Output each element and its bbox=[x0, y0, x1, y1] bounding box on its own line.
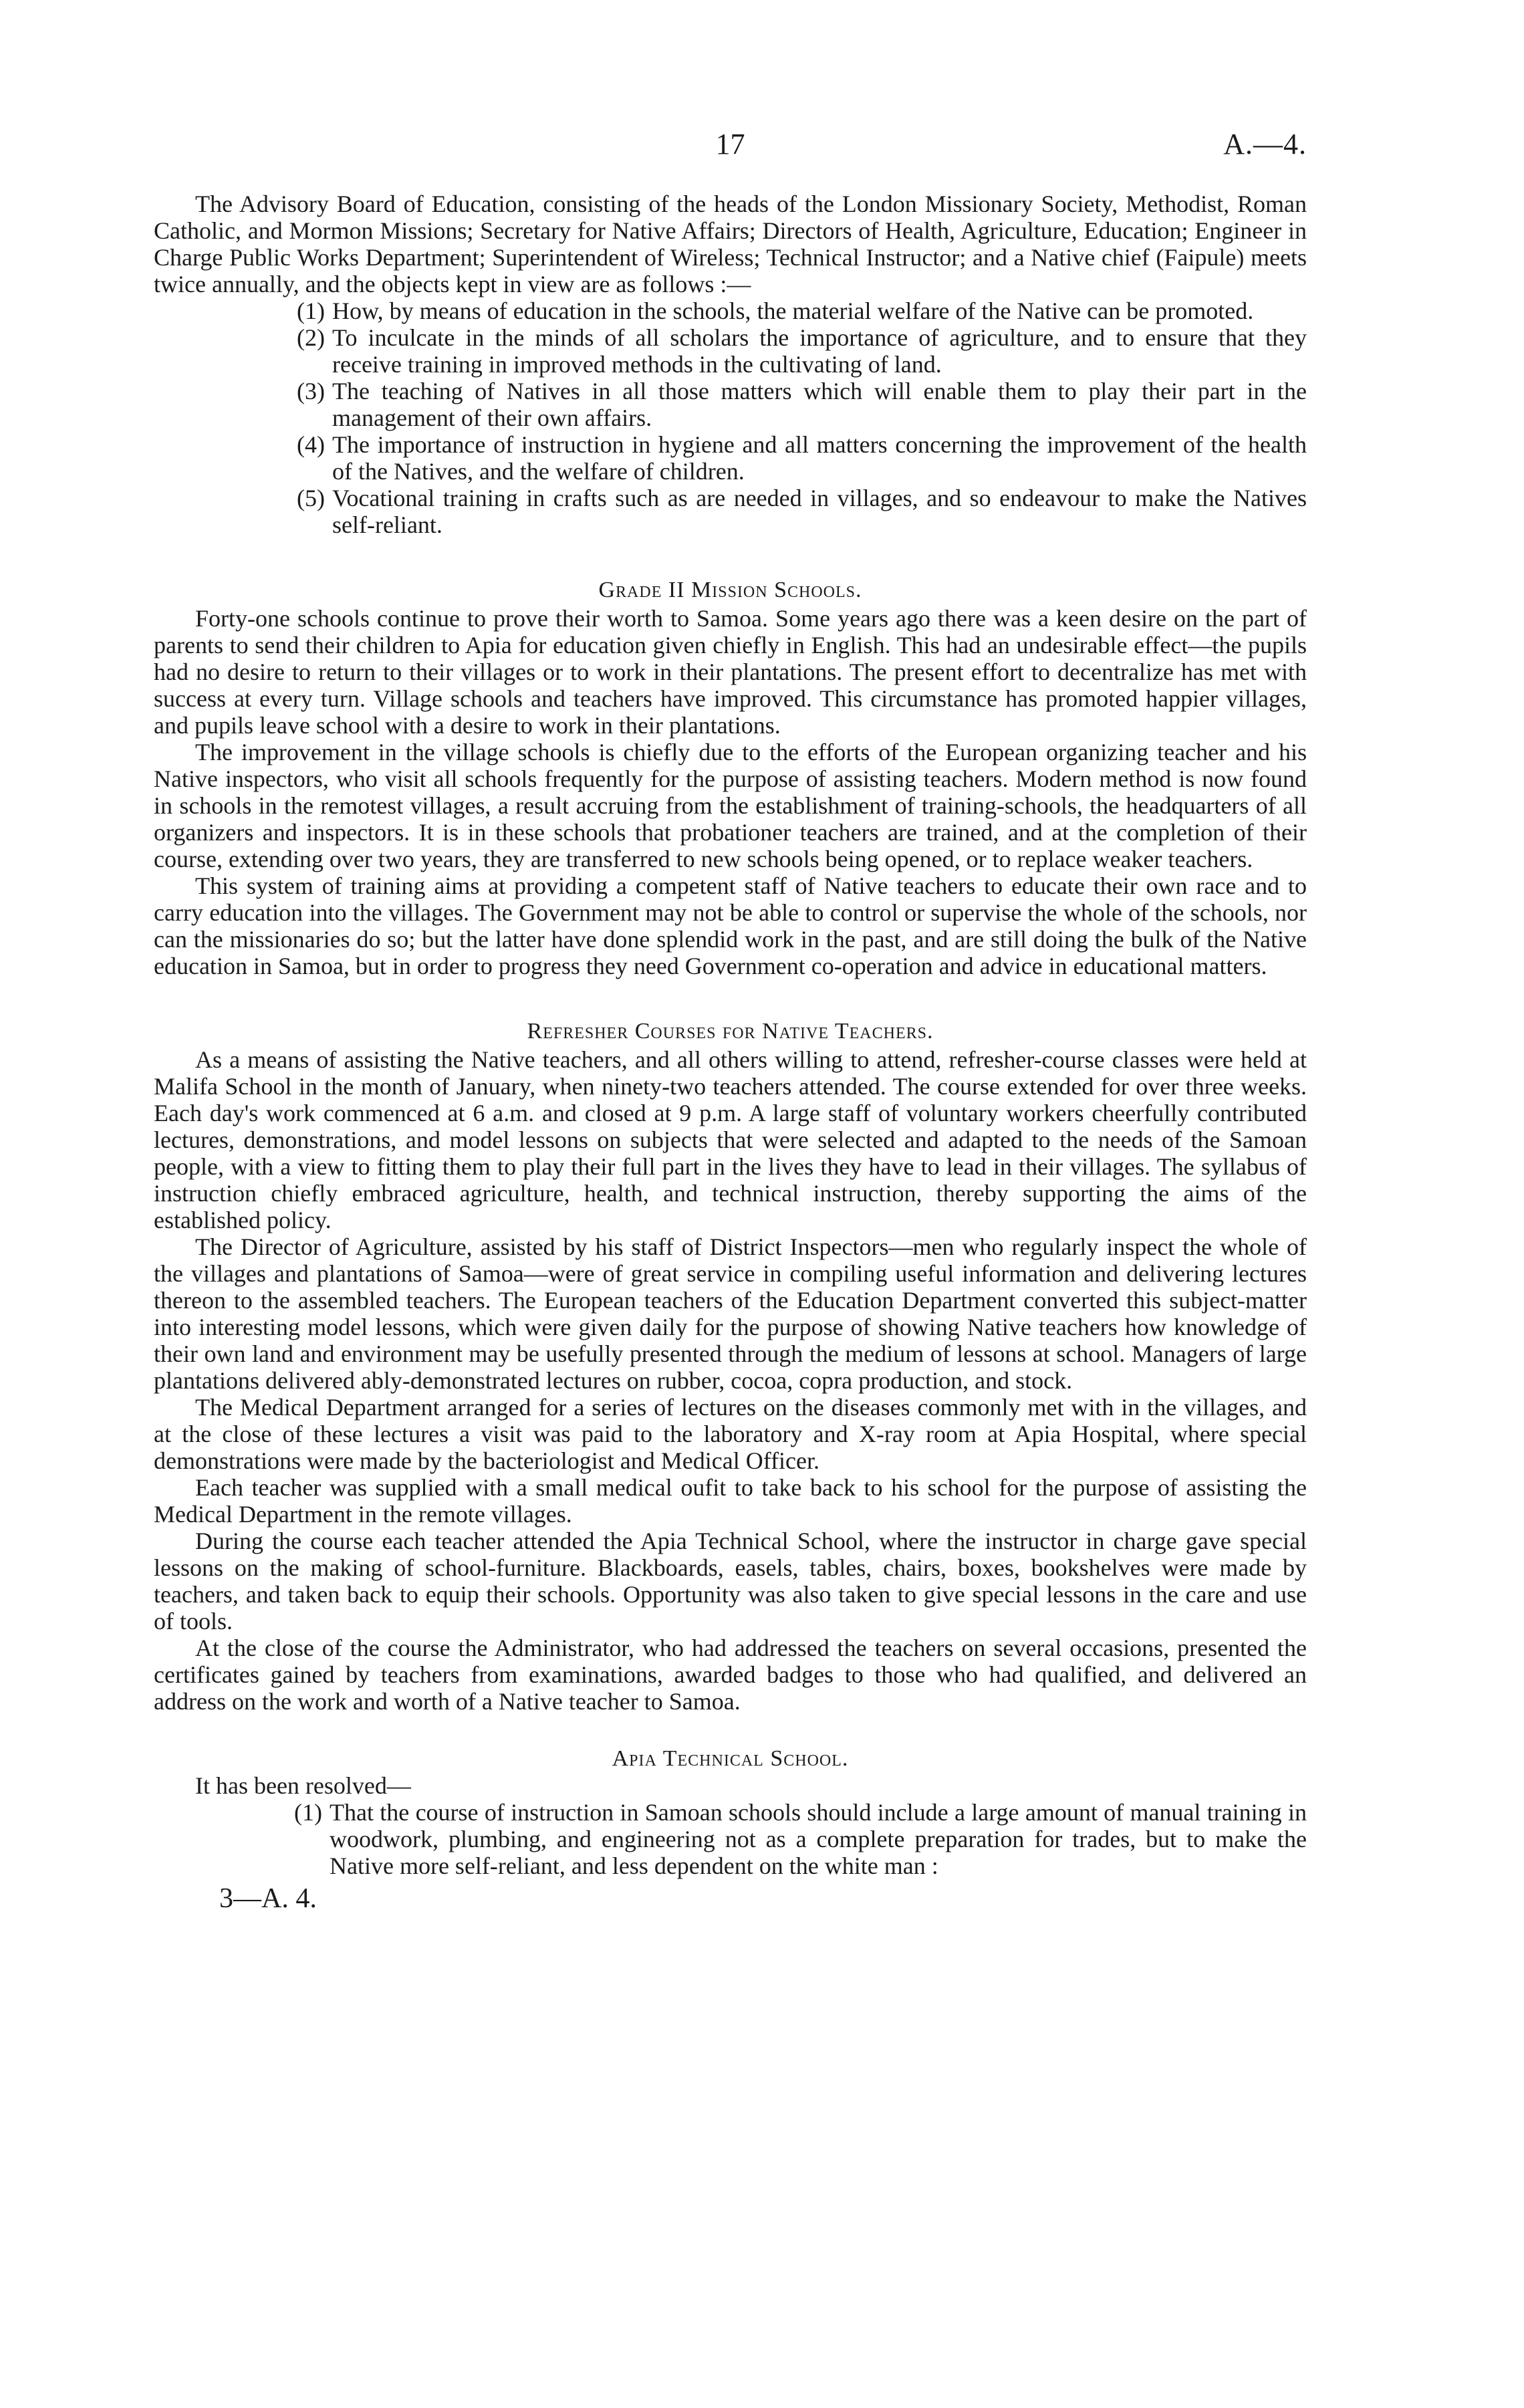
section-heading-grade-two: Grade II Mission Schools. bbox=[598, 578, 862, 602]
page-header bbox=[154, 127, 1307, 167]
advisory-objects-list bbox=[154, 297, 1307, 538]
grade-two-paragraph-1: Forty-one schools continue to prove their worth to Samoa. Some years ago there was a keen desire on the part of parents to send their children to Apia for education given chiefly in English. This had an undesirable effect—the pupils had no desire to return to their villages or to work in their plantations. The present effort to decentralize has met with success at every turn. Village schools and teachers have improved. This circumstance has promoted happier villages, and pupils leave school with a desire to work in their plantations. bbox=[154, 605, 1307, 739]
resolution-list bbox=[154, 1799, 1307, 1879]
grade-two-paragraph-3: This system of training aims at providing a competent staff of Native teachers to educate their own race and to carry education into the villages. The Government may not be able to control or supervise the whole of the schools, nor can the missionaries do so; but the latter have done splendid work in the past, and are still doing the bulk of the Native education in Samoa, but in order to progress they need Government co-operation and advice in educational matters. bbox=[154, 872, 1307, 979]
list-item: (4) The importance of instruction in hygiene and all matters concerning the improvement of the health of the Natives, and the welfare of children. bbox=[297, 431, 1307, 485]
refresher-paragraph-2: The Director of Agriculture, assisted by his staff of District Inspectors—men who regularly inspect the whole of the villages and plantations of Samoa—were of great service in compiling useful information and delivering lectures thereon to the assembled teachers. The European teachers of the Education Department converted this subject-matter into interesting model lessons, which were given daily for the purpose of showing Native teachers how knowledge of their own land and environment may be usefully presented through the medium of lessons at school. Managers of large plantations delivered ably-demonstrated lectures on rubber, cocoa, copra production, and stock. bbox=[154, 1233, 1307, 1394]
refresher-paragraph-6: At the close of the course the Administrator, who had addressed the teachers on several occasions, presented the certificates gained by teachers from examinations, awarded badges to those who had qualified, and delivered an address on the work and worth of a Native teacher to Samoa. bbox=[154, 1635, 1307, 1715]
resolved-line: It has been resolved— bbox=[195, 1772, 411, 1799]
section-heading-apia-technical: Apia Technical School. bbox=[612, 1746, 849, 1771]
grade-two-paragraph-2: The improvement in the village schools is chiefly due to the efforts of the European organizing teacher and his Native inspectors, who visit all schools frequently for the purpose of assisting teachers. Modern method is now found in schools in the remotest villages, a result accruing from the establishment of training-schools, the headquarters of all organizers and inspectors. It is in these schools that probationer teachers are trained, and at the completion of their course, extending over two years, they are transferred to new schools being opened, or to replace weaker teachers. bbox=[154, 739, 1307, 872]
advisory-intro-paragraph: The Advisory Board of Education, consisting of the heads of the London Missionary Society, Methodist, Roman Catholic, and Mormon Missions; Secretary for Native Affairs; Directors of Health, Agriculture, Education; Engineer in Charge Public Works Department; Superintendent of Wireless; Technical Instructor; and a Native chief (Faipule) meets twice annually, and the objects kept in view are as follows :— bbox=[154, 191, 1307, 297]
footer-signature: 3—A. 4. bbox=[219, 1883, 317, 1914]
report-code: A.—4. bbox=[1223, 128, 1307, 160]
section-heading-refresher: Refresher Courses for Native Teachers. bbox=[527, 1019, 934, 1044]
page-number: 17 bbox=[715, 128, 745, 160]
refresher-paragraph-5: During the course each teacher attended the Apia Technical School, where the instructor in charge gave special lessons on the making of school-furniture. Blackboards, easels, tables, chairs, boxes, bookshelves were made by teachers, and taken back to equip their schools. Opportunity was also taken to give special lessons in the care and use of tools. bbox=[154, 1528, 1307, 1635]
refresher-paragraph-4: Each teacher was supplied with a small medical oufit to take back to his school for the purpose of assisting the Medical Department in the remote villages. bbox=[154, 1474, 1307, 1528]
list-item: (1) How, by means of education in the schools, the material welfare of the Native can be promoted. bbox=[297, 297, 1254, 324]
document-body bbox=[154, 191, 1307, 1915]
list-item: (2) To inculcate in the minds of all scholars the importance of agriculture, and to ensure that they receive training in improved methods in the cultivating of land. bbox=[297, 324, 1307, 378]
refresher-paragraph-1: As a means of assisting the Native teachers, and all others willing to attend, refresher-course classes were held at Malifa School in the month of January, when ninety-two teachers attended. The course extended for over three weeks. Each day's work commenced at 6 a.m. and closed at 9 p.m. A large staff of voluntary workers cheerfully contributed lectures, demonstrations, and model lessons on subjects that were selected and adapted to the needs of the Samoan people, with a view to fitting them to play their full part in the lives they have to lead in their villages. The syllabus of instruction chiefly embraced agriculture, health, and technical instruction, thereby supporting the aims of the established policy. bbox=[154, 1046, 1307, 1233]
list-item: (5) Vocational training in crafts such as are needed in villages, and so endeavour to make the Natives self-reliant. bbox=[297, 485, 1307, 538]
refresher-paragraph-3: The Medical Department arranged for a series of lectures on the diseases commonly met with in the villages, and at the close of these lectures a visit was paid to the laboratory and X-ray room at Apia Hospital, where special demonstrations were made by the bacteriologist and Medical Officer. bbox=[154, 1394, 1307, 1474]
list-item: (3) The teaching of Natives in all those matters which will enable them to play their part in the management of their own affairs. bbox=[297, 378, 1307, 431]
list-item: (1) That the course of instruction in Samoan schools should include a large amount of manual training in woodwork, plumbing, and engineering not as a complete preparation for trades, but to make the Native more self-reliant, and less dependent on the white man : bbox=[294, 1799, 1307, 1879]
